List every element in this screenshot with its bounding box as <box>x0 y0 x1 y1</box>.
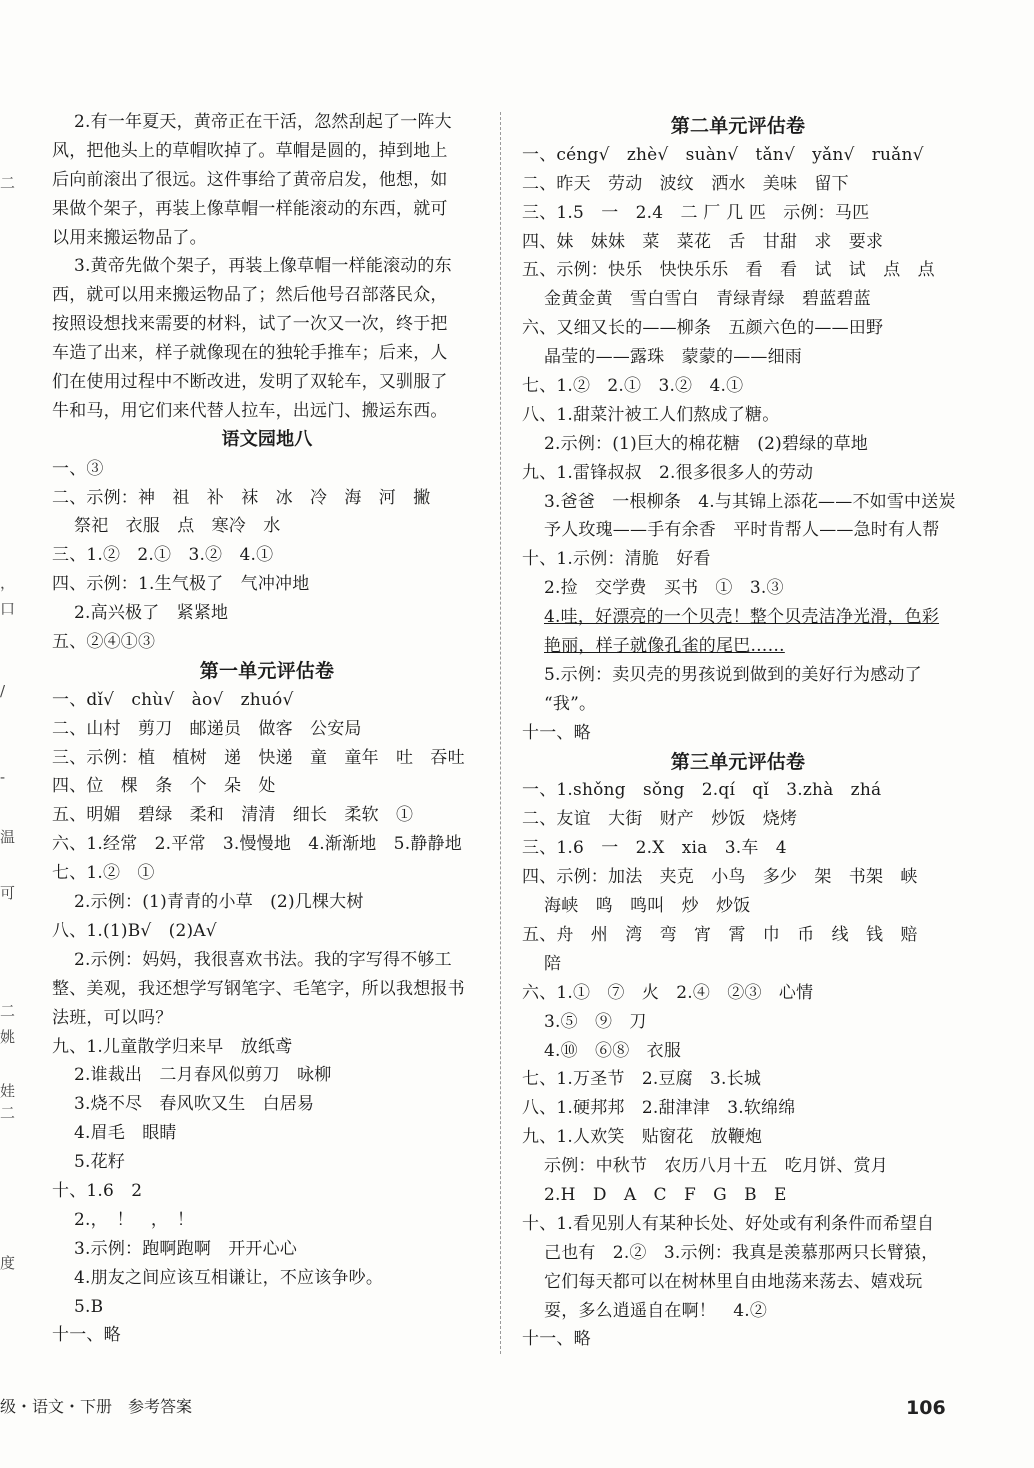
answer-line: 四、位 棵 条 个 朵 处 <box>52 776 276 797</box>
answer-line: 艳丽，样子就像孔雀的尾巴…… <box>544 636 785 657</box>
answer-line: 九、1.儿童散学归来早 放纸鸢 <box>52 1036 293 1057</box>
answer-line: 3.黄帝先做个架子，再装上像草帽一样能滚动的东 <box>74 256 452 277</box>
answer-line: 4.哇，好漂亮的一个贝壳！整个贝壳洁净光滑，色彩 <box>544 607 940 628</box>
answer-line: 五、舟 州 湾 弯 宵 霄 巾 币 线 钱 赔 <box>522 924 918 945</box>
answer-line: 二、昨天 劳动 波纹 洒水 美味 留下 <box>522 173 849 194</box>
answer-line: 海峡 鸣 鸣叫 炒 炒饭 <box>544 896 751 917</box>
answer-line: 七、1.万圣节 2.豆腐 3.长城 <box>522 1069 762 1090</box>
answer-line: 4.眉毛 眼睛 <box>74 1123 177 1144</box>
answer-line: 三、1.5 一 2.4 ⼆ ⼚ ⼏ 匹 示例：马匹 <box>522 202 870 223</box>
answer-line: 七、1.② 2.① 3.② 4.① <box>522 376 744 397</box>
answer-line: 2.捡 交学费 买书 ① 3.③ <box>544 578 784 599</box>
answer-line: 5.示例：卖贝壳的男孩说到做到的美好行为感动了 <box>544 664 922 685</box>
answer-line: 二、山村 剪刀 邮递员 做客 公安局 <box>52 718 362 739</box>
answer-line: 十一、略 <box>52 1325 121 1346</box>
edge-glyph: - <box>0 768 6 786</box>
edge-glyph: 口 <box>0 600 16 618</box>
edge-glyph: 二 <box>0 1104 16 1122</box>
answer-line: 3.烧不尽 春风吹又生 白居易 <box>74 1094 315 1115</box>
answer-line: 它们每天都可以在树林里自由地荡来荡去、嬉戏玩 <box>544 1271 923 1292</box>
answer-line: 2.示例：(1)青青的小草 (2)几棵大树 <box>74 892 364 913</box>
answer-line: 六、又细又长的——柳条 五颜六色的——田野 <box>522 318 884 339</box>
answer-line: 以用来搬运物品了。 <box>52 227 207 248</box>
answer-line: 五、②④①③ <box>52 632 156 653</box>
answer-line: 祭祀 衣服 点 寒冷 水 <box>74 516 281 537</box>
answer-line: 十、1.看见别人有某种长处、好处或有利条件而希望自 <box>522 1213 935 1234</box>
answer-line: 四、妹 妹妹 菜 菜花 舌 甘甜 求 要求 <box>522 231 884 252</box>
answer-line: 九、1.雷锋叔叔 2.很多很多人的劳动 <box>522 462 814 483</box>
answer-line: 十、1.示例：清脆 好看 <box>522 549 711 570</box>
answer-line: 2.谁裁出 二月春风似剪刀 咏柳 <box>74 1065 332 1086</box>
answer-line: 们在使用过程中不断改进，发明了双轮车，又驯服了 <box>52 372 448 393</box>
answer-line: 后向前滚出了很远。这件事给了黄帝启发，他想，如 <box>52 169 448 190</box>
answer-line: 三、1.② 2.① 3.② 4.① <box>52 545 274 566</box>
section-heading-unit1: 第一单元评估卷 <box>199 659 335 682</box>
section-heading-unit3: 第三单元评估卷 <box>670 750 806 773</box>
edge-glyph: / <box>0 682 6 700</box>
left-edge-bleed <box>0 0 14 1468</box>
answer-line: 5.B <box>74 1296 104 1317</box>
right-column <box>522 112 954 1354</box>
answer-line: 六、1.① ⑦ 火 2.④ ②③ 心情 <box>522 982 814 1003</box>
answer-line: 三、示例：植 植树 递 快递 童 童年 吐 吞吐 <box>52 747 465 768</box>
answer-line: 二、友谊 大街 财产 炒饭 烧烤 <box>522 809 798 830</box>
answer-line: 三、1.6 一 2.X xia 3.车 4 <box>522 838 787 859</box>
answer-line: 按照设想找来需要的材料，试了一次又一次，终于把 <box>52 314 448 335</box>
answer-line: 3.示例：跑啊跑啊 开开心心 <box>74 1238 298 1259</box>
edge-glyph: 二 <box>0 1002 16 1020</box>
answer-line: 己也有 2.② 3.示例：我真是羡慕那两只长臂猿， <box>544 1242 939 1263</box>
answer-line: 一、céng√ zhè√ suàn√ tǎn√ yǎn√ ruǎn√ <box>522 144 924 165</box>
answer-line: 四、示例：1.生气极了 气冲冲地 <box>52 574 310 595</box>
edge-glyph: 温 <box>0 828 16 846</box>
edge-glyph: 度 <box>0 1254 16 1272</box>
answer-line: 七、1.② ① <box>52 863 155 884</box>
answer-line: 五、示例：快乐 快快乐乐 看 看 试 试 点 点 <box>522 260 935 281</box>
answer-line: 牛和马，用它们来代替人拉车，出远门、搬运东西。 <box>52 400 448 421</box>
answer-line: 4.朋友之间应该互相谦让，不应该争吵。 <box>74 1267 384 1288</box>
edge-glyph: ， <box>0 574 16 592</box>
answer-line: 八、1.(1)B√ (2)A√ <box>52 920 217 941</box>
edge-glyph: 可 <box>0 884 16 902</box>
column-divider <box>500 112 501 1354</box>
answer-line: 2.H D A C F G B E <box>544 1184 787 1205</box>
answer-line: 一、③ <box>52 458 104 479</box>
answer-line: 陪 <box>544 953 562 974</box>
page-footer-label: 级・语文・下册 参考答案 <box>0 1397 193 1416</box>
answer-line: 3.爸爸 一根柳条 4.与其锦上添花——不如雪中送炭 <box>544 491 956 512</box>
answer-line: 八、1.硬邦邦 2.甜津津 3.软绵绵 <box>522 1098 796 1119</box>
answer-line: 一、1.shǒng sǒng 2.qí qǐ 3.zhà zhá <box>522 780 882 801</box>
answer-line: 示例：中秋节 农历八月十五 吃月饼、赏月 <box>544 1156 888 1177</box>
answer-line: 一、dǐ√ chù√ ào√ zhuó√ <box>52 689 294 710</box>
answer-line: 五、明媚 碧绿 柔和 清清 细长 柔软 ① <box>52 805 414 826</box>
edge-glyph: 姚 <box>0 1028 16 1046</box>
left-column <box>52 108 482 1350</box>
answer-line: 西，就可以用来搬运物品了；然后他号召部落民众， <box>52 285 448 306</box>
answer-line: 2.高兴极了 紧紧地 <box>74 603 229 624</box>
answer-line: 整、美观，我还想学写钢笔字、毛笔字，所以我想报书 <box>52 978 465 999</box>
page-number: 106 <box>906 1397 946 1419</box>
section-heading-unit2: 第二单元评估卷 <box>670 115 806 137</box>
edge-glyph: 娃 <box>0 1082 16 1100</box>
answer-line: 六、1.经常 2.平常 3.慢慢地 4.渐渐地 5.静静地 <box>52 834 462 855</box>
answer-line: 5.花籽 <box>74 1152 126 1173</box>
answer-line: 四、示例：加法 夹克 小鸟 多少 架 书架 峡 <box>522 867 918 888</box>
answer-line: 法班，可以吗？ <box>52 1007 173 1028</box>
answer-line: 予人玫瑰——手有余香 平时肯帮人——急时有人帮 <box>544 520 940 541</box>
answer-line: 八、1.甜菜汁被工人们熬成了糖。 <box>522 404 780 425</box>
answer-line: “我”。 <box>544 693 597 714</box>
answer-line: 金黄金黄 雪白雪白 青绿青绿 碧蓝碧蓝 <box>544 289 871 310</box>
answer-line: 十、1.6 2 <box>52 1180 143 1201</box>
answer-line: 2.， ！ ， ！ <box>74 1209 195 1230</box>
answer-line: 2.有一年夏天，黄帝正在干活，忽然刮起了一阵大 <box>74 112 452 132</box>
answer-line: 车造了出来，样子就像现在的独轮手推车；后来，人 <box>52 343 448 364</box>
answer-line: 2.示例：妈妈，我很喜欢书法。我的字写得不够工 <box>74 949 452 970</box>
edge-glyph: 二 <box>0 174 16 192</box>
answer-line: 十一、略 <box>522 722 591 743</box>
answer-line: 2.示例：(1)巨大的棉花糖 (2)碧绿的草地 <box>544 433 868 454</box>
answer-line: 二、示例：神 祖 补 袜 冰 冷 海 河 撇 <box>52 487 431 508</box>
answer-line: 九、1.人欢笑 贴窗花 放鞭炮 <box>522 1127 763 1148</box>
answer-line: 耍，多么逍遥自在啊！ 4.② <box>544 1300 768 1321</box>
answer-line: 十一、略 <box>522 1329 591 1350</box>
answer-line: 风，把他头上的草帽吹掉了。草帽是圆的，掉到地上 <box>52 140 448 161</box>
section-heading-yuwen-yuandi: 语文园地八 <box>221 428 313 450</box>
answer-line: 4.⑩ ⑥⑧ 衣服 <box>544 1040 682 1061</box>
answer-line: 3.⑤ ⑨ 刀 <box>544 1011 647 1032</box>
answer-line: 果做个架子，再装上像草帽一样能滚动的东西，就可 <box>52 198 448 219</box>
answer-line: 晶莹的——露珠 蒙蒙的——细雨 <box>544 347 802 368</box>
